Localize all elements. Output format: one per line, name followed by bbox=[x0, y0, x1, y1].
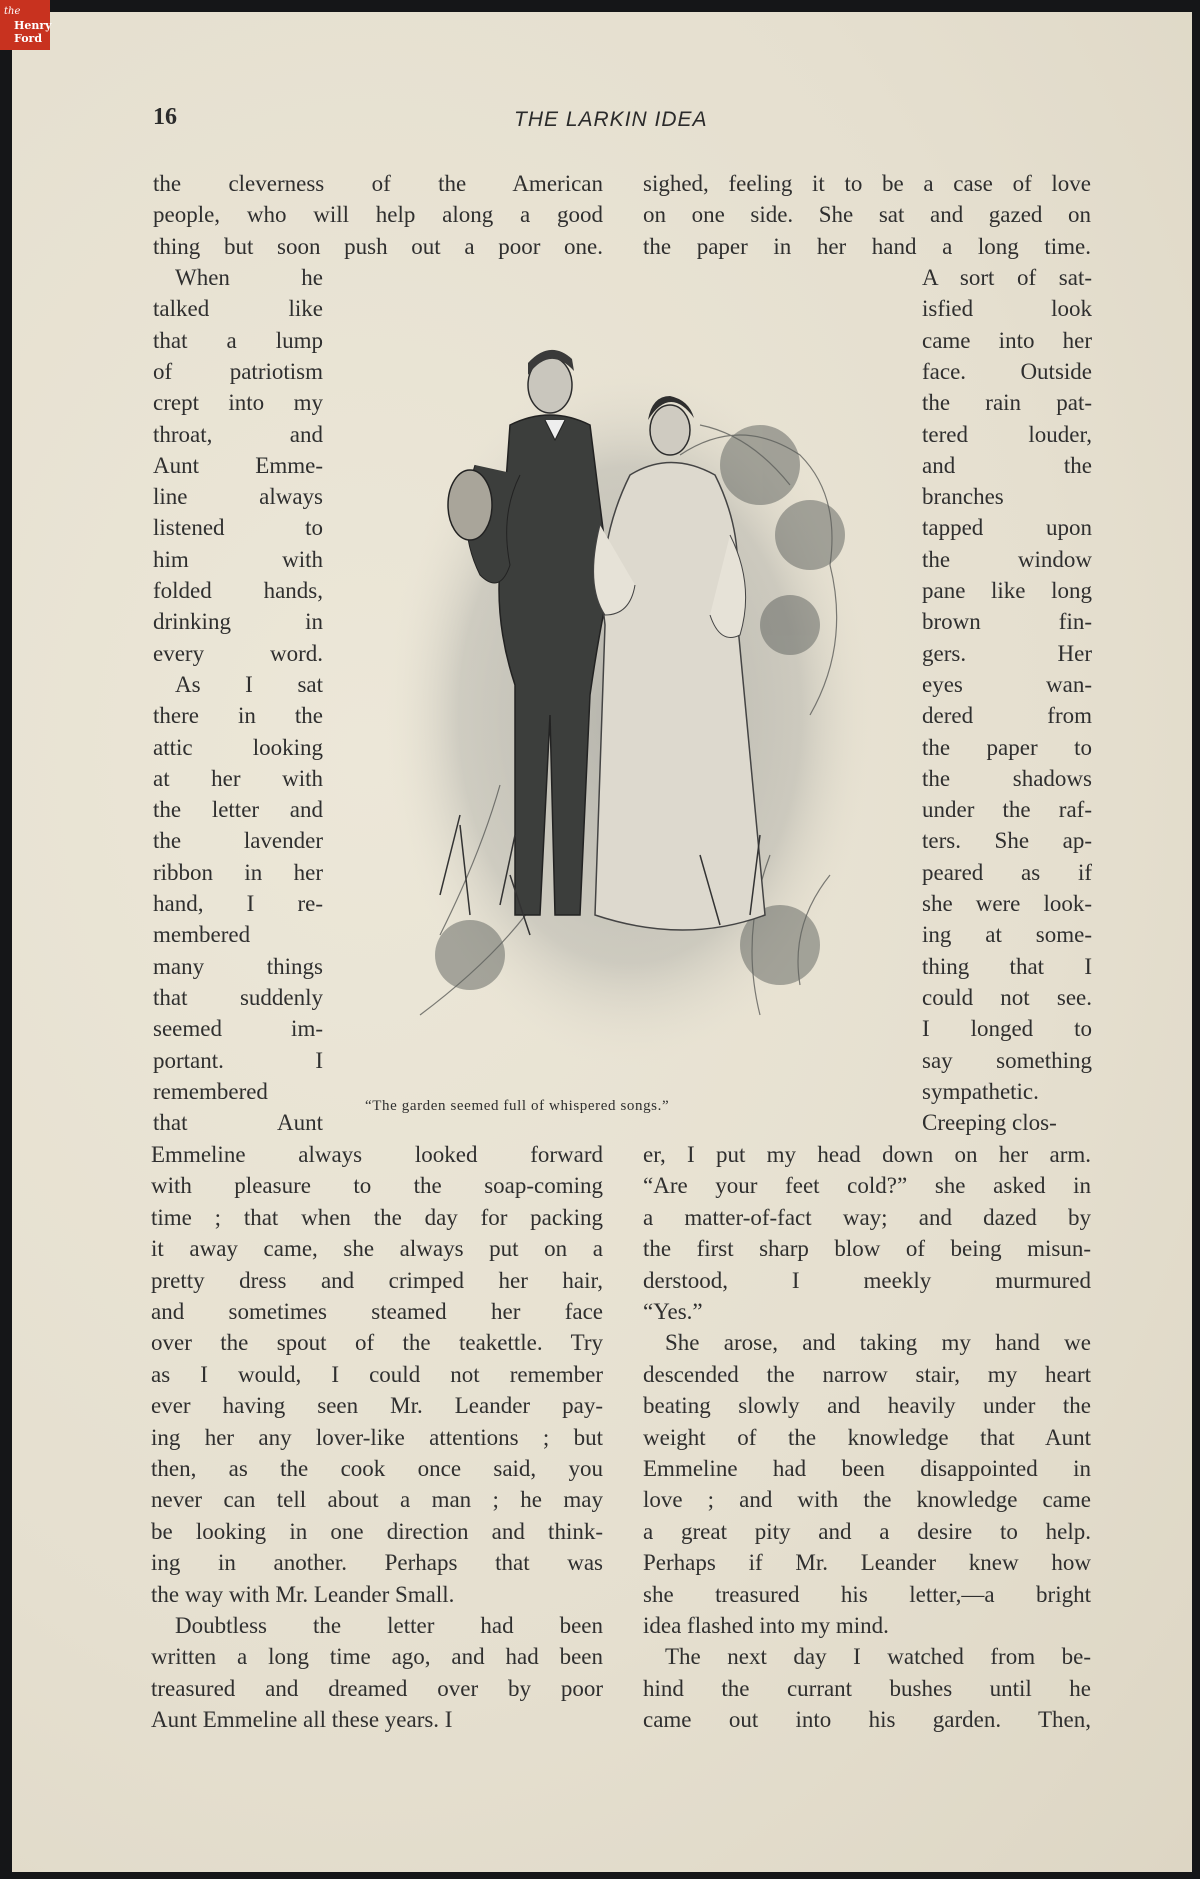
text-line: ribbon in her bbox=[153, 859, 323, 885]
text-line: brown fin- bbox=[922, 609, 1092, 635]
text-line: sympathetic. bbox=[922, 1078, 1039, 1104]
text-line: ing at some- bbox=[922, 922, 1092, 948]
text-line: Emmeline had been disappointed in bbox=[643, 1456, 1091, 1481]
text-line: a great pity and a desire to help. bbox=[643, 1518, 1091, 1544]
text-line: Perhaps if Mr. Leander knew how bbox=[643, 1550, 1091, 1576]
text-line: “Are your feet cold?” she asked in bbox=[643, 1173, 1091, 1199]
text-line: that Aunt bbox=[153, 1110, 323, 1136]
text-line: the paper in her hand a long time. bbox=[643, 233, 1091, 259]
henry-ford-logo: the Henry Ford bbox=[0, 0, 50, 50]
text-line: that a lump bbox=[153, 327, 323, 353]
text-line: came into her bbox=[922, 327, 1092, 353]
text-line: Aunt Emmeline all these years. I bbox=[151, 1707, 453, 1733]
text-line: a matter-of-fact way; and dazed by bbox=[643, 1204, 1091, 1230]
text-line: face. Outside bbox=[922, 358, 1092, 384]
text-line: tapped upon bbox=[922, 515, 1092, 541]
text-line: remembered bbox=[153, 1078, 268, 1104]
text-line: she were look- bbox=[922, 891, 1092, 916]
text-line: never can tell about a man ; he may bbox=[151, 1487, 603, 1513]
text-line: isfied look bbox=[922, 296, 1092, 322]
text-line: tered louder, bbox=[922, 421, 1092, 447]
text-line: the window bbox=[922, 546, 1092, 572]
text-line: under the raf- bbox=[922, 797, 1092, 823]
text-line: talked like bbox=[153, 296, 323, 322]
text-line: peared as if bbox=[922, 859, 1092, 885]
text-line: love ; and with the knowledge came bbox=[643, 1487, 1091, 1513]
text-line: idea flashed into my mind. bbox=[643, 1613, 889, 1638]
text-line: portant. I bbox=[153, 1047, 323, 1073]
text-line: with pleasure to the soap-coming bbox=[151, 1173, 603, 1199]
text-line: folded hands, bbox=[153, 578, 323, 603]
text-line: ing her any lover-like attentions ; but bbox=[151, 1424, 603, 1450]
text-line: of patriotism bbox=[153, 358, 323, 384]
text-line: thing but soon push out a poor one. bbox=[153, 233, 603, 259]
text-line: ters. She ap- bbox=[922, 828, 1092, 854]
text-line: many things bbox=[153, 953, 323, 979]
text-line: ever having seen Mr. Leander pay- bbox=[151, 1393, 603, 1419]
text-line: the rain pat- bbox=[922, 390, 1092, 416]
text-line: and the bbox=[922, 452, 1092, 478]
text-line: membered bbox=[153, 922, 251, 948]
text-line: pane like long bbox=[922, 578, 1092, 603]
text-line: Emmeline always looked forward bbox=[151, 1142, 603, 1167]
page-number: 16 bbox=[153, 104, 177, 130]
text-line: and sometimes steamed her face bbox=[151, 1299, 603, 1324]
text-line: Doubtless the letter had been bbox=[175, 1613, 603, 1638]
text-line: every word. bbox=[153, 640, 323, 666]
text-line: line always bbox=[153, 484, 323, 510]
text-line: hand, I re- bbox=[153, 891, 323, 916]
text-line: crept into my bbox=[153, 390, 323, 416]
text-line: throat, and bbox=[153, 421, 323, 447]
text-line: pretty dress and crimped her hair, bbox=[151, 1267, 603, 1293]
text-line: the cleverness of the American bbox=[153, 171, 603, 196]
text-line: As I sat bbox=[175, 671, 323, 697]
text-line: be looking in one direction and think- bbox=[151, 1518, 603, 1544]
text-line: the shadows bbox=[922, 765, 1092, 791]
text-line: the paper to bbox=[922, 734, 1092, 760]
text-line: time ; that when the day for packing bbox=[151, 1204, 603, 1230]
text-line: er, I put my head down on her arm. bbox=[643, 1142, 1091, 1167]
text-line: as I would, I could not remember bbox=[151, 1361, 603, 1387]
text-line: she treasured his letter,—a bright bbox=[643, 1581, 1091, 1607]
text-line: When he bbox=[175, 265, 323, 290]
text-line: at her with bbox=[153, 765, 323, 791]
text-line: branches bbox=[922, 484, 1004, 510]
text-line: dered from bbox=[922, 703, 1092, 729]
text-line: the letter and bbox=[153, 797, 323, 823]
text-line: that suddenly bbox=[153, 984, 323, 1010]
text-line: people, who will help along a good bbox=[153, 202, 603, 228]
text-line: I longed to bbox=[922, 1016, 1092, 1042]
text-line: could not see. bbox=[922, 984, 1092, 1010]
text-line: Aunt Emme- bbox=[153, 452, 323, 478]
text-line: weight of the knowledge that Aunt bbox=[643, 1424, 1091, 1450]
text-line: the first sharp blow of being misun- bbox=[643, 1236, 1091, 1262]
text-line: written a long time ago, and had been bbox=[151, 1644, 603, 1670]
text-line: hind the currant bushes until he bbox=[643, 1675, 1091, 1701]
text-line: listened to bbox=[153, 515, 323, 541]
text-line: treasured and dreamed over by poor bbox=[151, 1675, 603, 1701]
text-line: say something bbox=[922, 1047, 1092, 1073]
text-line: it away came, she always put on a bbox=[151, 1236, 603, 1262]
text-line: beating slowly and heavily under the bbox=[643, 1393, 1091, 1419]
text-line: over the spout of the teakettle. Try bbox=[151, 1330, 603, 1356]
text-line: drinking in bbox=[153, 609, 323, 635]
text-line: thing that I bbox=[922, 953, 1092, 979]
text-line: gers. Her bbox=[922, 640, 1092, 666]
text-line: eyes wan- bbox=[922, 671, 1092, 697]
text-line: the way with Mr. Leander Small. bbox=[151, 1581, 455, 1607]
text-line: derstood, I meekly murmured bbox=[643, 1267, 1091, 1293]
text-line: sighed, feeling it to be a case of love bbox=[643, 171, 1091, 196]
text-line: She arose, and taking my hand we bbox=[665, 1330, 1091, 1356]
text-line: there in the bbox=[153, 703, 323, 729]
text-line: Creeping clos- bbox=[922, 1110, 1057, 1136]
text-line: on one side. She sat and gazed on bbox=[643, 202, 1091, 228]
text-line: came out into his garden. Then, bbox=[643, 1707, 1091, 1733]
illustration-caption: “The garden seemed full of whispered songs.” bbox=[365, 1098, 670, 1114]
text-line: seemed im- bbox=[153, 1016, 323, 1042]
running-head: THE LARKIN IDEA bbox=[514, 108, 708, 131]
text-line: “Yes.” bbox=[643, 1299, 703, 1324]
text-line: attic looking bbox=[153, 734, 323, 760]
text-line: then, as the cook once said, you bbox=[151, 1456, 603, 1481]
couple-in-garden-illustration bbox=[380, 335, 880, 1065]
text-line: A sort of sat- bbox=[922, 265, 1092, 290]
text-line: him with bbox=[153, 546, 323, 572]
text-line: The next day I watched from be- bbox=[665, 1644, 1091, 1670]
text-line: the lavender bbox=[153, 828, 323, 854]
text-line: descended the narrow stair, my heart bbox=[643, 1361, 1091, 1387]
text-line: ing in another. Perhaps that was bbox=[151, 1550, 603, 1576]
